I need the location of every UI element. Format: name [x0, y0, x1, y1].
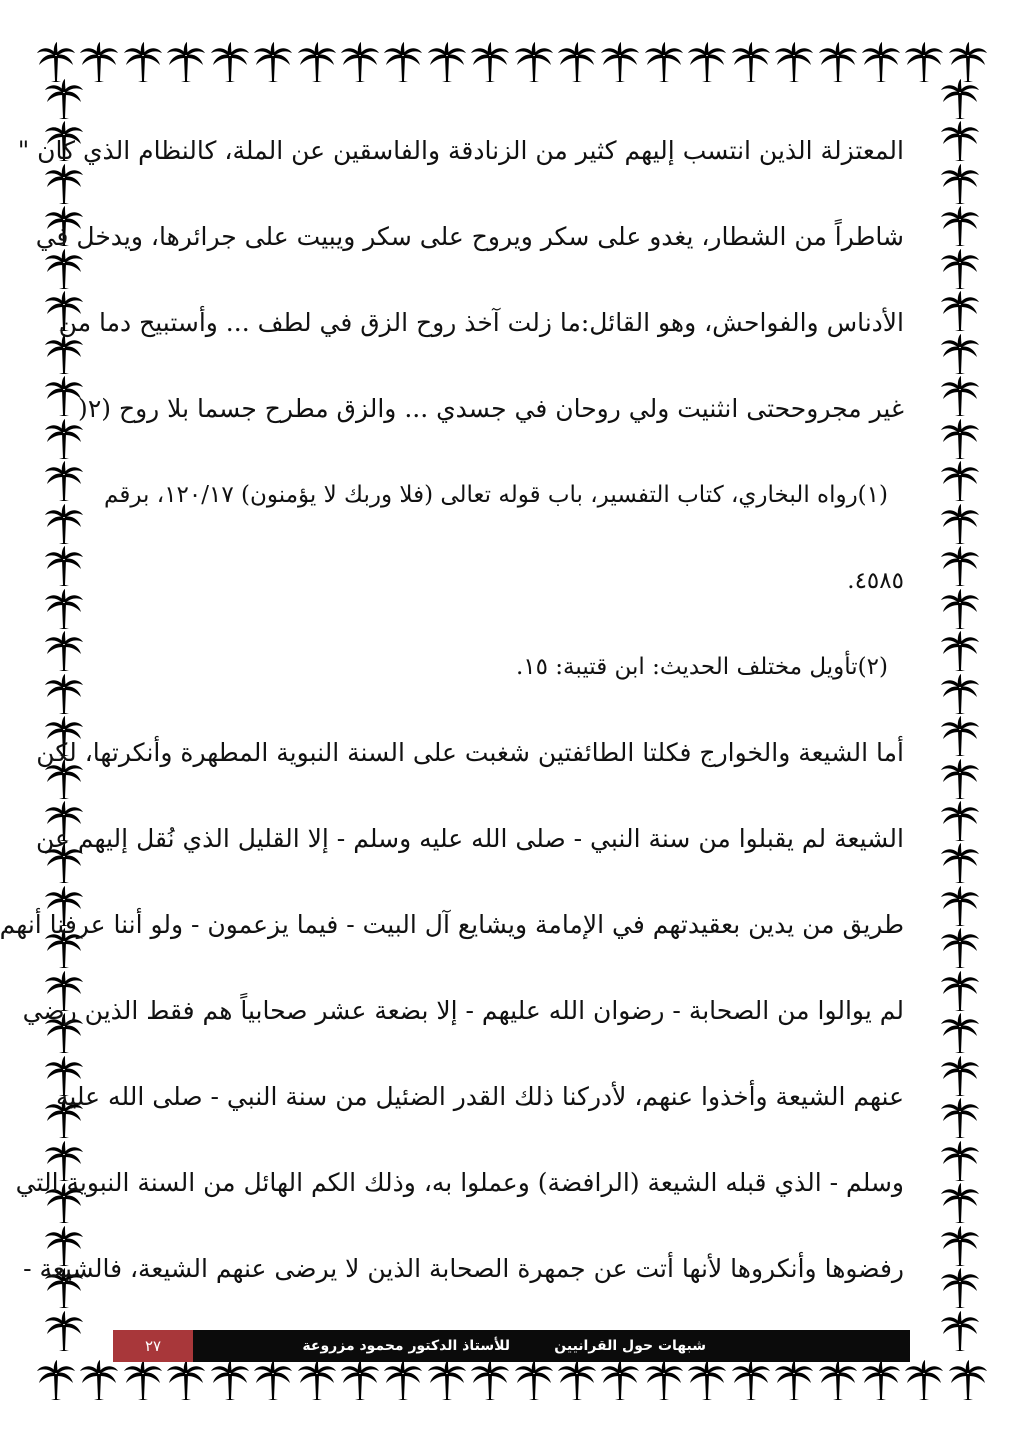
- palm-tree-icon: [687, 1359, 727, 1401]
- palm-tree-icon: [44, 545, 84, 587]
- palm-tree-icon: [123, 1359, 163, 1401]
- palm-tree-icon: [818, 41, 858, 83]
- palm-tree-icon: [940, 1097, 980, 1139]
- palm-tree-icon: [79, 41, 119, 83]
- text-line: الشيعة لم يقبلوا من سنة النبي - صلى الله عليه وسلم - إلا القليل الذي نُقل إليهم عن: [35, 824, 904, 853]
- palm-tree-icon: [940, 588, 980, 630]
- palm-tree-icon: [940, 800, 980, 842]
- palm-tree-icon: [514, 41, 554, 83]
- palm-tree-icon: [210, 41, 250, 83]
- text-line: الأدناس والفواحش، وهو القائل:ما زلت آخذ روح الزق في لطف ... وأستبيح دما من: [58, 308, 904, 337]
- footnote-continuation: ٤٥٨٥.: [847, 568, 904, 594]
- text-line: رفضوها وأنكروها لأنها أتت عن جمهرة الصحابة الذين لا يرضى عنهم الشيعة، فالشيعة -: [23, 1254, 904, 1283]
- palm-tree-icon: [383, 41, 423, 83]
- palm-tree-icon: [557, 41, 597, 83]
- palm-tree-icon: [774, 41, 814, 83]
- text-line: وسلم - الذي قبله الشيعة (الرافضة) وعملوا به، وذلك الكم الهائل من السنة النبوية التي: [15, 1168, 904, 1197]
- palm-tree-icon: [940, 630, 980, 672]
- palm-tree-icon: [940, 78, 980, 120]
- palm-tree-icon: [470, 41, 510, 83]
- palm-tree-icon: [340, 41, 380, 83]
- palm-tree-icon: [731, 41, 771, 83]
- palm-tree-icon: [940, 927, 980, 969]
- palm-tree-icon: [940, 375, 980, 417]
- palm-tree-icon: [427, 1359, 467, 1401]
- palm-tree-icon: [818, 1359, 858, 1401]
- palm-tree-icon: [940, 460, 980, 502]
- palm-tree-icon: [940, 120, 980, 162]
- text-line: طريق من يدين بعقيدتهم في الإمامة ويشايع آل البيت - فيما يزعمون - ولو أننا عرفنا أنهم: [0, 910, 904, 939]
- palm-tree-icon: [940, 673, 980, 715]
- palm-tree-icon: [44, 630, 84, 672]
- text-line: عنهم الشيعة وأخذوا عنهم، لأدركنا ذلك القدر الضئيل من سنة النبي - صلى الله عليه: [55, 1082, 904, 1111]
- palm-tree-icon: [44, 588, 84, 630]
- palm-tree-icon: [123, 41, 163, 83]
- palm-tree-icon: [940, 758, 980, 800]
- text-line: أما الشيعة والخوارج فكلتا الطائفتين شغبت على السنة النبوية المطهرة وأنكرتها، لكن: [36, 738, 904, 767]
- palm-tree-icon: [861, 1359, 901, 1401]
- page-footer: [113, 1330, 910, 1362]
- palm-tree-icon: [383, 1359, 423, 1401]
- palm-tree-icon: [166, 1359, 206, 1401]
- palm-tree-icon: [79, 1359, 119, 1401]
- page-text: [0, 108, 904, 1308]
- palm-tree-icon: [940, 205, 980, 247]
- palm-tree-icon: [940, 970, 980, 1012]
- palm-tree-icon: [940, 248, 980, 290]
- palm-tree-icon: [904, 41, 944, 83]
- palm-tree-icon: [166, 41, 206, 83]
- palm-tree-icon: [904, 1359, 944, 1401]
- palm-tree-icon: [44, 1310, 84, 1352]
- palm-tree-icon: [253, 41, 293, 83]
- footnote: (١)رواه البخاري، كتاب التفسير، باب قوله تعالى (فلا وربك لا يؤمنون) ١٢٠/١٧، برقم: [104, 482, 888, 508]
- palm-tree-icon: [861, 41, 901, 83]
- palm-tree-icon: [948, 41, 988, 83]
- footer-author: للأستاذ الدكتور محمود مزروعة: [302, 1338, 510, 1354]
- palm-tree-icon: [940, 1267, 980, 1309]
- text-line: شاطراً من الشطار، يغدو على سكر ويروح على سكر ويبيت على جرائرها، ويدخل في: [35, 222, 904, 251]
- palm-tree-icon: [644, 1359, 684, 1401]
- palm-tree-icon: [940, 885, 980, 927]
- text-line: لم يوالوا من الصحابة - رضوان الله عليهم - إلا بضعة عشر صحابياً هم فقط الذين رضي: [22, 996, 904, 1025]
- palm-tree-icon: [687, 41, 727, 83]
- palm-tree-icon: [253, 1359, 293, 1401]
- palm-tree-icon: [297, 41, 337, 83]
- footnote: (٢)تأويل مختلف الحديث: ابن قتيبة: ١٥.: [515, 654, 888, 680]
- palm-tree-icon: [940, 163, 980, 205]
- palm-tree-icon: [940, 418, 980, 460]
- palm-tree-icon: [44, 460, 84, 502]
- palm-tree-icon: [731, 1359, 771, 1401]
- palm-tree-icon: [948, 1359, 988, 1401]
- palm-tree-icon: [644, 41, 684, 83]
- palm-tree-icon: [940, 1310, 980, 1352]
- palm-tree-icon: [940, 1140, 980, 1182]
- border-top: [36, 34, 988, 90]
- footer-book-title: شبهات حول القرانيين: [554, 1338, 706, 1354]
- palm-tree-icon: [940, 545, 980, 587]
- palm-tree-icon: [940, 1182, 980, 1224]
- palm-tree-icon: [427, 41, 467, 83]
- palm-tree-icon: [44, 673, 84, 715]
- palm-tree-icon: [940, 1012, 980, 1054]
- palm-tree-icon: [600, 1359, 640, 1401]
- palm-tree-icon: [470, 1359, 510, 1401]
- palm-tree-icon: [297, 1359, 337, 1401]
- palm-tree-icon: [940, 1225, 980, 1267]
- palm-tree-icon: [600, 41, 640, 83]
- text-line: المعتزلة الذين انتسب إليهم كثير من الزنادقة والفاسقين عن الملة، كالنظام الذي كان ": [17, 136, 904, 165]
- palm-tree-icon: [557, 1359, 597, 1401]
- palm-tree-icon: [940, 290, 980, 332]
- palm-tree-icon: [44, 503, 84, 545]
- palm-tree-icon: [940, 715, 980, 757]
- palm-tree-icon: [514, 1359, 554, 1401]
- palm-tree-icon: [940, 333, 980, 375]
- palm-tree-icon: [774, 1359, 814, 1401]
- page-number: ٢٧: [113, 1330, 193, 1362]
- palm-tree-icon: [340, 1359, 380, 1401]
- palm-tree-icon: [36, 1359, 76, 1401]
- palm-tree-icon: [940, 1055, 980, 1097]
- text-line: غير مجروححتى انثنيت ولي روحان في جسدي ... والزق مطرح جسما بلا روح (٢(: [78, 394, 904, 423]
- palm-tree-icon: [36, 41, 76, 83]
- palm-tree-icon: [210, 1359, 250, 1401]
- border-right: [932, 78, 988, 1352]
- palm-tree-icon: [940, 842, 980, 884]
- palm-tree-icon: [940, 503, 980, 545]
